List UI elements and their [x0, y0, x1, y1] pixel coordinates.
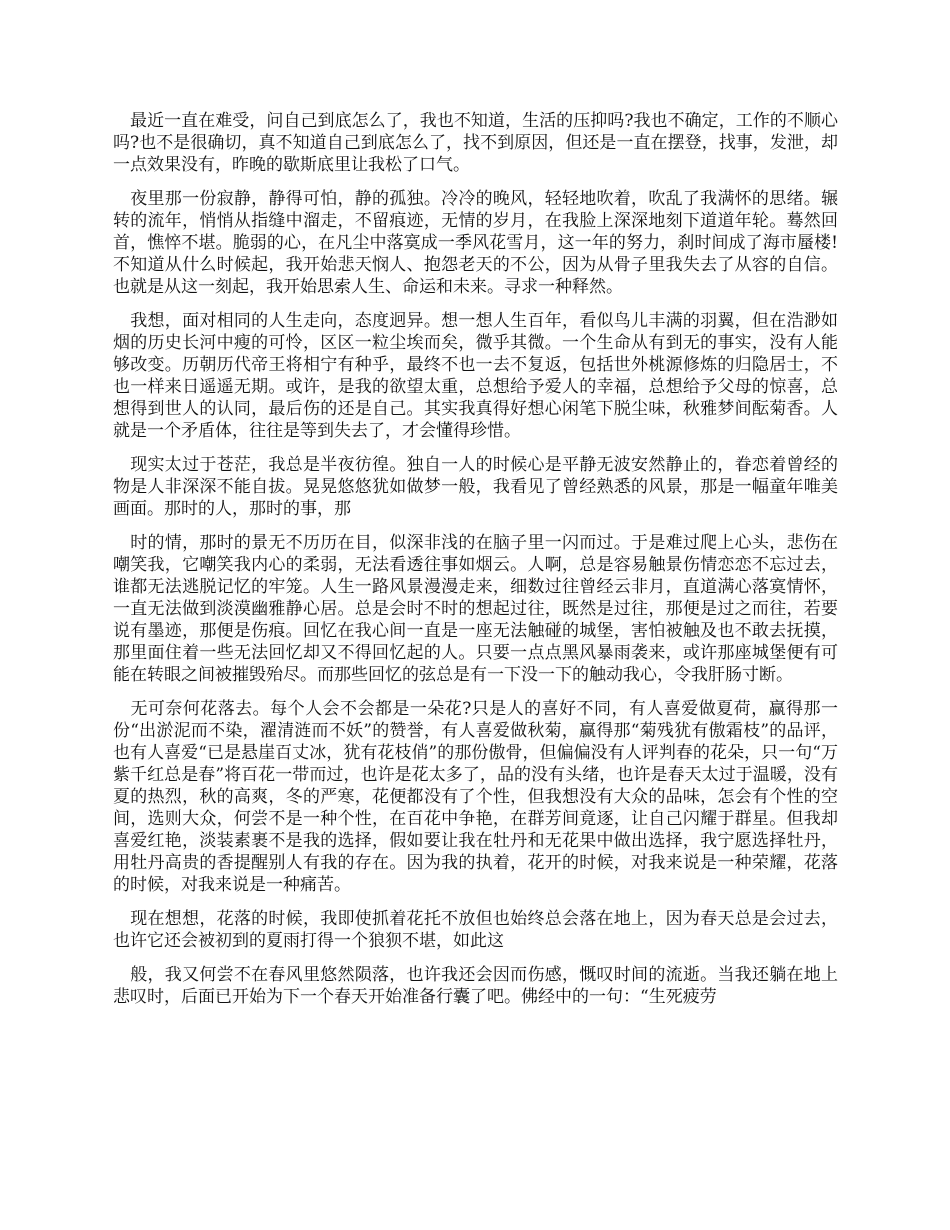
- paragraph-4: 现实太过于苍茫，我总是半夜彷徨。独自一人的时候心是平静无波安然静止的，眷恋着曾经的物是人非深深不能自拔。晃晃悠悠犹如做梦一般，我看见了曾经熟悉的风景，那是一幅童年唯美画面。那时的人，那时的事，那: [113, 455, 838, 519]
- document-body: [113, 110, 838, 1020]
- paragraph-1: 最近一直在难受，问自己到底怎么了，我也不知道，生活的压抑吗?我也不确定，工作的不顺心吗?也不是很确切，真不知道自己到底怎么了，找不到原因，但还是一直在摆登，找事，发泄，却一点效果没有，昨晚的歇斯底里让我松了口气。: [113, 111, 838, 175]
- paragraph-8: 般，我又何尝不在春风里悠然陨落，也许我还会因而伤感，慨叹时间的流逝。当我还躺在地上悲叹时，后面已开始为下一个春天开始准备行囊了吧。佛经中的一句：“生死疲劳: [113, 965, 838, 1007]
- paragraph-7: 现在想想，花落的时候，我即使抓着花托不放但也始终总会落在地上，因为春天总是会过去，也许它还会被初到的夏雨打得一个狼狈不堪，如此这: [113, 909, 838, 951]
- paragraph-6: 无可奈何花落去。每个人会不会都是一朵花?只是人的喜好不同，有人喜爱做夏荷，赢得那一份“出淤泥而不染，濯清涟而不妖”的赞誉，有人喜爱做秋菊，赢得那“菊残犹有傲霜枝”的品评，也有人喜爱“已是悬崖百丈冰，犹有花枝俏”的那份傲骨，但偏偏没有人评判春的花朵，只一句“万紫千红总是春”将百花一带而过，也许是花太多了，品的没有头绪，也许是春天太过于温暖，没有夏的热烈，秋的高爽，冬的严寒，花便都没有了个性，但我想没有大众的品味，怎会有个性的空间，选则大众，何尝不是一种个性，在百花中争艳，在群芳间竟逐，让自己闪耀于群星。但我却喜爱红艳，淡装素裹不是我的选择，假如要让我在牡丹和无花果中做出选择，我宁愿选择牡丹，用牡丹高贵的香提醒别人有我的存在。因为我的执着，花开的时候，对我来说是一种荣耀，花落的时候，对我来说是一种痛苦。: [113, 699, 838, 895]
- paragraph-3: 我想，面对相同的人生走向，态度迥异。想一想人生百年，看似鸟儿丰满的羽翼，但在浩渺如烟的历史长河中瘦的可怜，区区一粒尘埃而矣，微乎其微。一个生命从有到无的事实，没有人能够改变。历朝历代帝王将相宁有种乎，最终不也一去不复返，包括世外桃源修炼的归隐居士，不也一样来日遥遥无期。或许，是我的欲望太重，总想给予爱人的幸福，总想给予父母的惊喜，总想得到世人的认同，最后伤的还是自己。其实我真得好想心闲笔下脱尘味，秋雅梦间酝菊香。人就是一个矛盾体，往往是等到失去了，才会懂得珍惜。: [113, 311, 838, 441]
- paragraph-5: 时的情，那时的景无不历历在目，似深非浅的在脑子里一闪而过。于是难过爬上心头，悲伤在嘲笑我，它嘲笑我内心的柔弱，无法看透往事如烟云。人啊，总是容易触景伤情恋恋不忘过去，谁都无法逃脱记忆的牢笼。人生一路风景漫漫走来，细数过往曾经云非月，直道满心落寞情怀，一直无法做到淡漠幽雅静心居。总是会时不时的想起过往，既然是过往，那便是过之而往，若要说有墨迹，那便是伤痕。回忆在我心间一直是一座无法触碰的城堡，害怕被触及也不敢去抚摸，那里面住着一些无法回忆却又不得回忆起的人。只要一点点黑风暴雨袭来，或许那座城堡便有可能在转眼之间被摧毁殆尽。而那些回忆的弦总是有一下没一下的触动我心，令我肝肠寸断。: [113, 533, 838, 685]
- paragraph-2: 夜里那一份寂静，静得可怕，静的孤独。冷冷的晚风，轻轻地吹着，吹乱了我满怀的思绪。辗转的流年，悄悄从指缝中溜走，不留痕迹，无情的岁月，在我脸上深深地刻下道道年轮。蓦然回首，憔悴不堪。脆弱的心，在凡尘中落寞成一季风花雪月，这一年的努力，刹时间成了海市蜃楼!不知道从什么时候起，我开始悲天悯人、抱怨老天的不公，因为从骨子里我失去了从容的自信。也就是从这一刻起，我开始思索人生、命运和未来。寻求一种释然。: [113, 189, 838, 297]
